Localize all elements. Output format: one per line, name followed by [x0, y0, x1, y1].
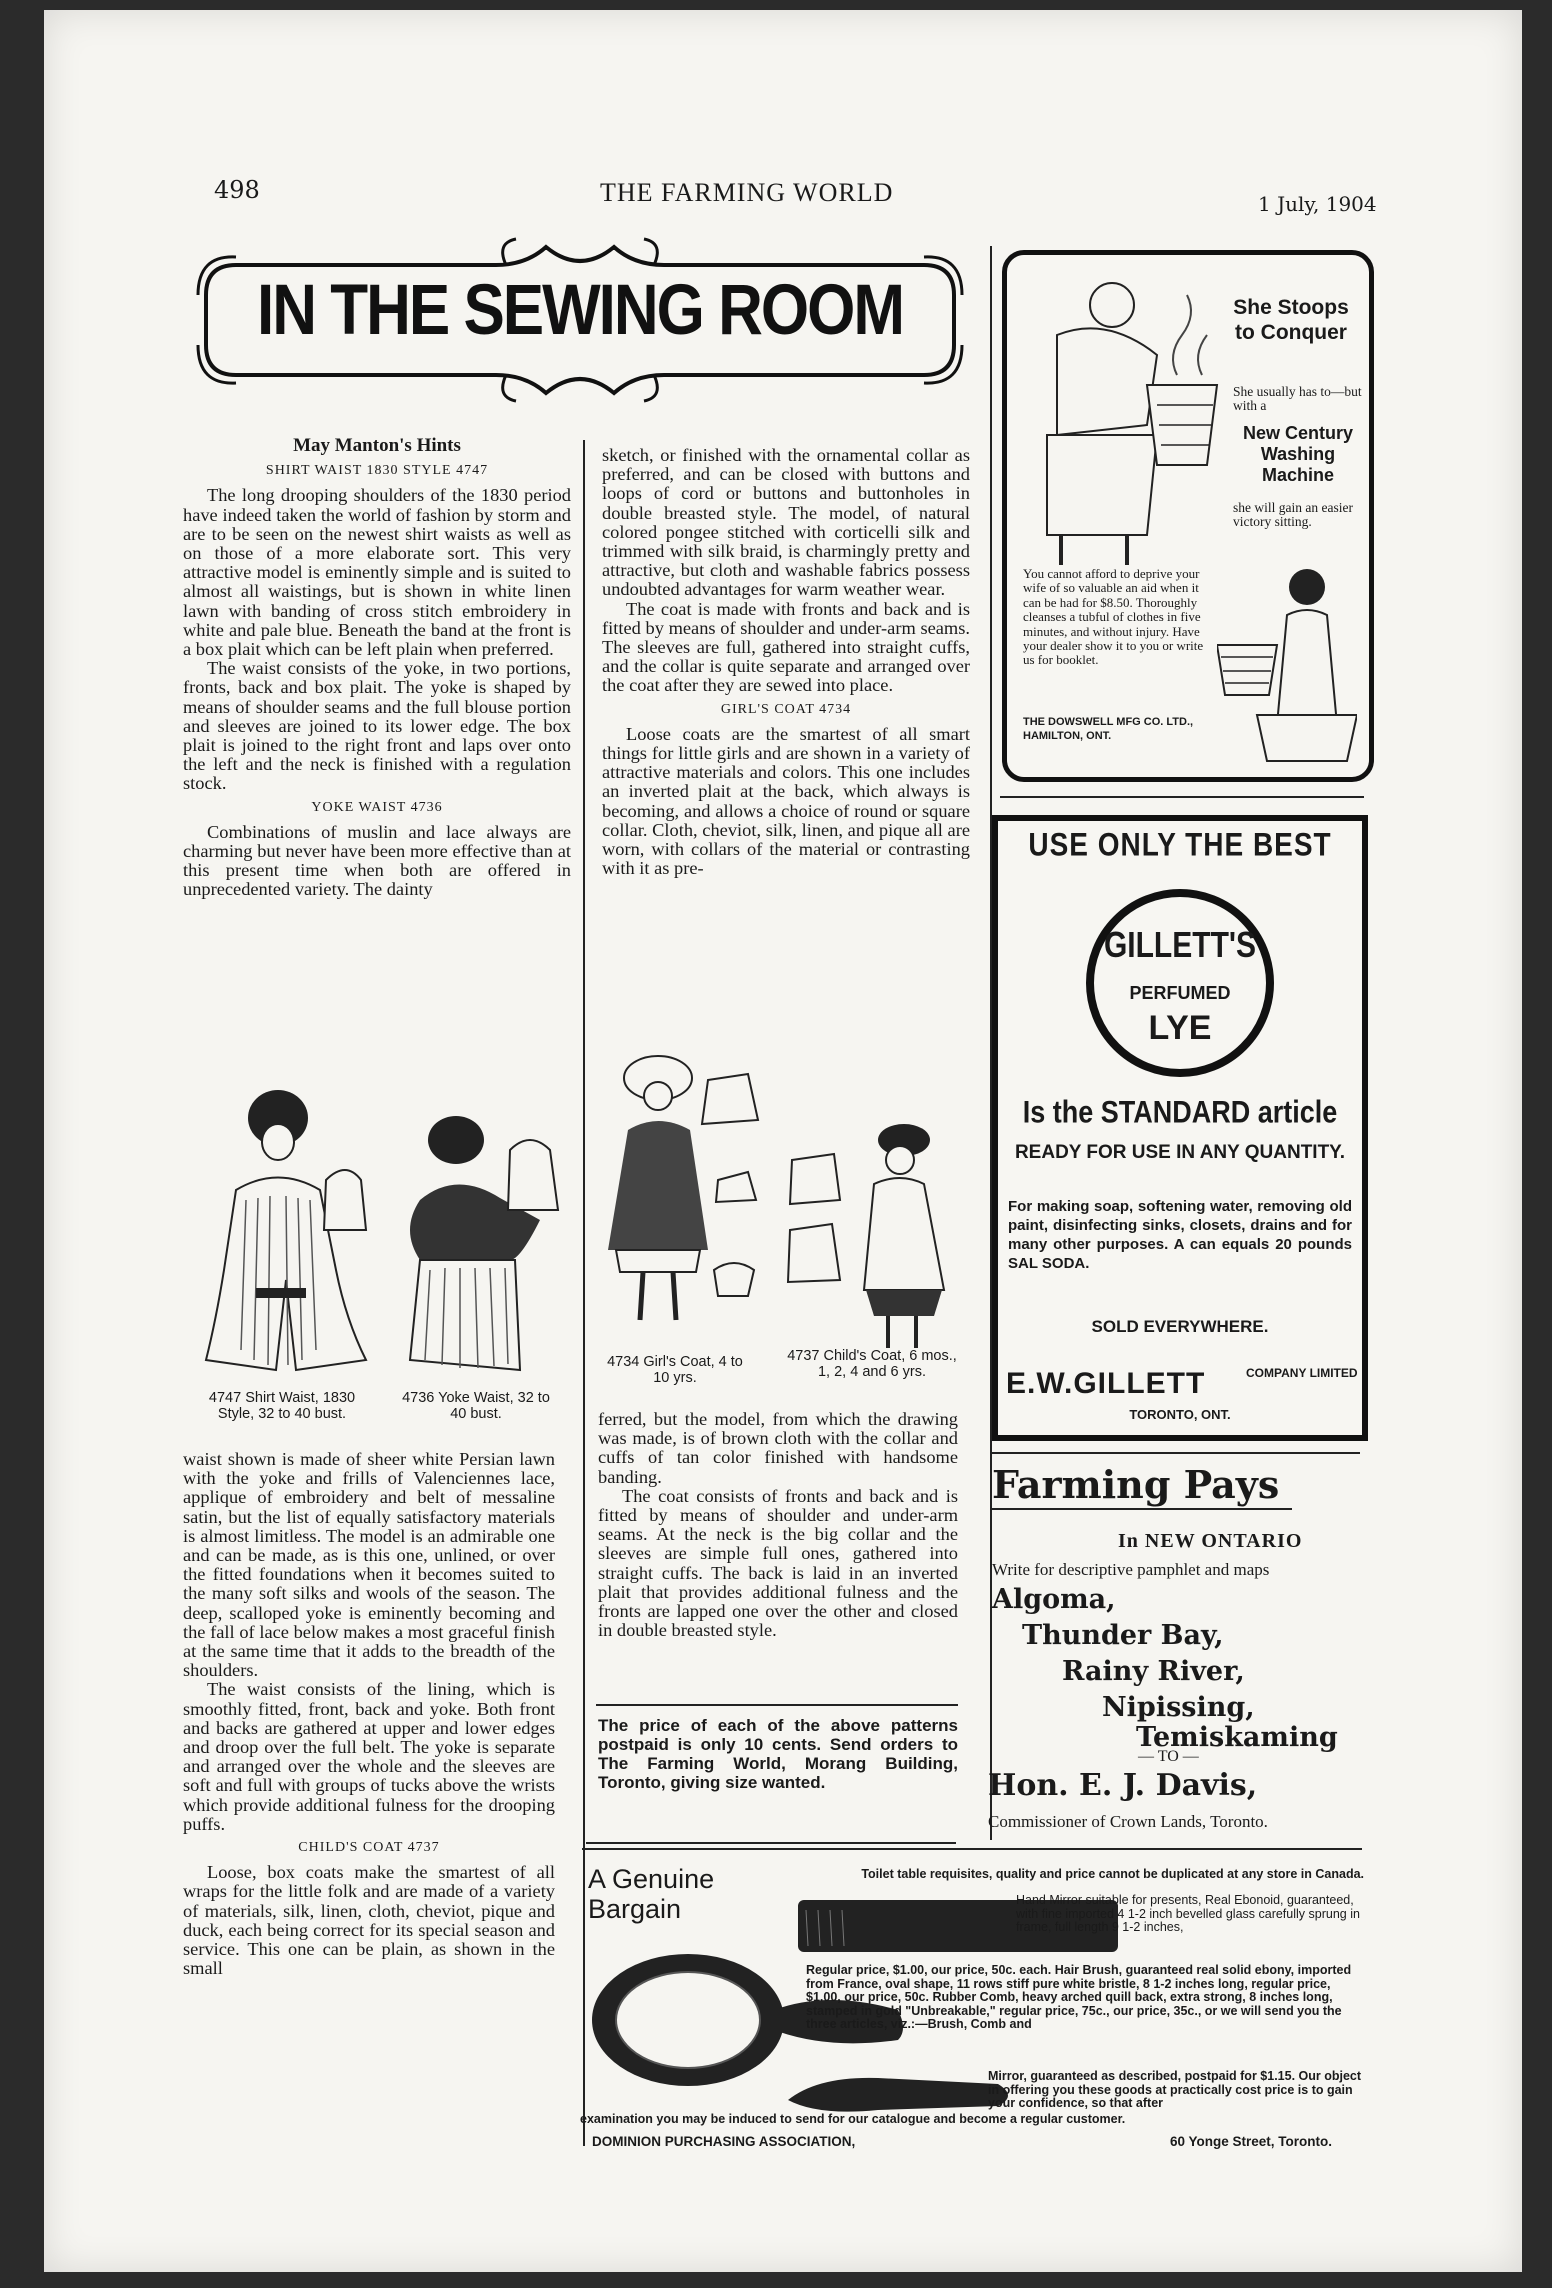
seal-descriptor: PERFUMED [1129, 983, 1231, 1003]
column-2-bottom [598, 1410, 958, 1640]
ad-subtext: She usually has to—but with a [1233, 384, 1362, 413]
ad-divider [582, 1848, 1362, 1850]
paragraph: waist shown is made of sheer white Persian lawn with the yoke and frills of Valenciennes lace, applique of embroidery and belt of messaline satin, but the list of equally satisfactory materials is almost limitless. The model is an admirable one and can be made, as is this one, unlined, or over the fitted foundations when it becomes suited to the many soft silks and wools of the season. The deep, scalloped yoke is eminently becoming and the fall of lace below makes a most graceful finish at the same time that it adds to the breadth of the shoulders. [183, 1449, 555, 1681]
paragraph: Loose, box coats make the smartest of all wraps for the little folk and are made of a variety of materials, silk, linen, cloth, cheviot, pique and duck, each being correct for its special season and service. This one can be plain, as shown in the small [183, 1862, 555, 1979]
ad-tagline: READY FOR USE IN ANY QUANTITY. [1014, 1142, 1346, 1163]
ad-intro: Toilet table requisites, quality and price cannot be duplicated at any store in Canada. [861, 1867, 1364, 1881]
ad-offer: Mirror, guaranteed as described, postpaid for $1.15. Our object in offering you these goods at practically cost price is to gain your confidence, so that after [988, 2069, 1362, 2110]
district-name: Temiskaming [1136, 1722, 1338, 1753]
price-box-rule-bottom [586, 1842, 956, 1844]
column-1-top [183, 436, 571, 900]
ad-mirror-desc: Hand Mirror suitable for presents, Real Ebonoid, guaranteed, with fine imported 4 1-2 inch bevelled glass carefully sprung in frame, full length 9 1-2 inches, [1016, 1893, 1360, 1934]
ad-address: 60 Yonge Street, Toronto. [1169, 2134, 1332, 2149]
gilletts-lye-ad [992, 815, 1368, 1441]
ad-instruction: Write for descriptive pamphlet and maps [992, 1560, 1270, 1579]
pattern-subheading: SHIRT WAIST 1830 STYLE 4747 [265, 463, 489, 479]
headline-underline [992, 1508, 1292, 1510]
washerwoman-illustration [1017, 275, 1237, 575]
ad-availability: SOLD EVERYWHERE. [1091, 1317, 1269, 1336]
pattern-subheading: GIRL'S COAT 4734 [720, 701, 852, 717]
figure-caption: 4747 Shirt Waist, 1830 Style, 32 to 40 bust. [208, 1390, 356, 1422]
washing-machine-ad [1002, 250, 1374, 782]
paragraph: The waist consists of the lining, which is smoothly fitted, front, back and yoke. Both front and backs are gathered at upper and lower edges and droop over the full belt. The yoke is separate and arranged over the whole and the sleeves are soft and full with groups of tucks above the wrists which provide additional fulness for the drooping puffs. [183, 1679, 555, 1834]
ad-company-suffix: COMPANY LIMITED [1246, 1366, 1358, 1380]
paragraph: The coat is made with fronts and back and is fitted by means of shoulder and under-arm seams. The sleeves are full, gathered into straight cuffs, and the collar is quite separate and arranged over the coat after they are sewed into place. [602, 598, 970, 696]
ad-divider [990, 1452, 1360, 1454]
publication-title: THE FARMING WORLD [600, 178, 894, 207]
banner-title: IN THE SEWING ROOM [257, 270, 903, 351]
ad-connector: — TO — [1138, 1748, 1199, 1765]
pattern-subheading: YOKE WAIST 4736 [311, 799, 443, 815]
ad-city: TORONTO, ONT. [1129, 1407, 1231, 1422]
column-1-bottom [183, 1450, 555, 1978]
ad-uses: For making soap, softening water, removing old paint, disinfecting sinks, closets, drains and for many other purposes. A can equals 20 pounds SAL SODA. [1008, 1198, 1352, 1272]
ad-company: THE DOWSWELL MFG CO. LTD., HAMILTON, ONT. [1023, 716, 1194, 742]
genuine-bargain-ad [578, 1860, 1364, 2160]
paragraph: The waist consists of the yoke, in two portions, fronts, back and box plait. The yoke is shaped by means of shoulder seams and the full blouse portion and sleeves are joined to its lower edge. The box plait is joined to the right front and laps over onto the left and the neck is finished with a regulation stock. [183, 658, 571, 794]
district-name: Nipissing, [1102, 1692, 1255, 1723]
ad-contact-name: Hon. E. J. Davis, [988, 1768, 1258, 1803]
ad-headline: USE ONLY THE BEST [1028, 826, 1332, 863]
shirt-waist-illustration [196, 1080, 376, 1380]
ad-subtext: she will gain an easier victory sitting. [1233, 500, 1353, 529]
paragraph: The coat consists of fronts and back and is fitted by means of shoulder and under-arm seams. At the neck is the big collar and the sleeves are simple full ones, gathered into straight cuffs. The back is laid in an inverted plait that provides additional fulness and the fronts are lapped one over the other and closed in double breasted style. [598, 1485, 958, 1641]
district-name: Thunder Bay, [1022, 1620, 1224, 1651]
figure-caption: 4734 Girl's Coat, 4 to 10 yrs. [607, 1354, 743, 1386]
ad-footer [592, 2134, 1362, 2149]
paragraph: Loose coats are the smartest of all smart things for little girls and are shown in a variety of attractive materials and colors. This one includes an inverted plait at the back, which always is becoming, and allows a choice of round or square collar. Cloth, cheviot, silk, linen, and pique all are worn, with collars of the material or contrasting with it as pre- [602, 723, 970, 879]
ad-closing: examination you may be induced to send for our catalogue and become a regular customer. [580, 2112, 1126, 2126]
page-number: 498 [214, 176, 260, 204]
yoke-waist-illustration [390, 1110, 566, 1380]
pattern-subheading: CHILD'S COAT 4737 [298, 1840, 440, 1856]
ad-company: E.W.GILLETT [1006, 1367, 1206, 1400]
seal-brand: GILLETT'S [1103, 925, 1257, 966]
ad-region: In NEW ONTARIO [1118, 1530, 1303, 1552]
issue-date: 1 July, 1904 [1258, 192, 1377, 216]
lye-seal-logo [1086, 889, 1274, 1077]
ad-headline: She Stoops to Conquer [1233, 296, 1349, 344]
girls-coat-illustration [598, 1050, 778, 1350]
district-name: Rainy River, [1062, 1656, 1245, 1687]
figure-caption: 4736 Yoke Waist, 32 to 40 bust. [402, 1390, 550, 1422]
column-2-top [602, 446, 970, 878]
ad-company: DOMINION PURCHASING ASSOCIATION, [592, 2134, 856, 2149]
ad-prices: Regular price, $1.00, our price, 50c. each. Hair Brush, guaranteed real solid ebony, imported from France, oval shape, 11 rows stiff pure white bristle, 8 1-2 inches long, regular price, $1.00, our price, 50c. Rubber Comb, heavy arched quill back, extra strong, 8 inches long, stamped in gold "Unbreakable," regular price, 75c., our price, 35c., or we will send you the three articles, viz.:—Brush, Comb and [806, 1963, 1352, 2031]
article-heading: May Manton's Hints [293, 435, 461, 456]
ad-product-name: New Century Washing Machine [1242, 423, 1354, 485]
paragraph: The long drooping shoulders of the 1830 period have indeed taken the world of fashion by storm and are to be seen on the newest shirt waists as well as on those of a more elaborate sort. This very attractive model is eminently simple and is suited to almost all waistings, but is shown in white linen lawn with banding of cross stitch embroidery in white and pale blue. Beneath the band at the front is a box plait which can be left plain when preferred. [183, 485, 571, 660]
seated-woman-illustration [1217, 565, 1357, 765]
ad-contact-title: Commissioner of Crown Lands, Toronto. [988, 1812, 1268, 1831]
ad-claim: Is the STANDARD article [1022, 1094, 1338, 1130]
section-banner [196, 235, 964, 405]
paragraph: Combinations of muslin and lace always are charming but never have been more effective than at this present time when both are offered in unprecedented variety. The dainty [183, 821, 571, 900]
childs-coat-illustration [784, 1120, 964, 1350]
ad-body: You cannot afford to deprive your wife of so valuable an aid when it can be had for $8.50. Thoroughly cleanses a tubful of clothes in five minutes, and without injury. Have your dealer show it to you or write us for booklet. [1023, 566, 1204, 668]
pattern-price-notice: The price of each of the above patterns postpaid is only 10 cents. Send orders to The Farming World, Morang Building, Toronto, giving size wanted. [598, 1716, 958, 1792]
district-name: Algoma, [992, 1584, 1116, 1615]
ad-divider [1000, 796, 1364, 798]
paragraph: ferred, but the model, from which the drawing was made, is of brown cloth with the collar and cuffs of tan color finished with handsome banding. [598, 1409, 958, 1487]
farming-pays-ad [988, 1460, 1358, 1840]
paragraph: sketch, or finished with the ornamental collar as preferred, and can be closed with buttons and loops of cord or buttons and buttonholes in double breasted style. The model, of natural colored pongee stitched with corticelli silk and trimmed with silk braid, is charmingly pretty and attractive, but cloth and washable fabrics possess undoubted advantages for warm weather wear. [602, 445, 970, 600]
ad-headline: Farming Pays [992, 1462, 1280, 1507]
price-box-rule [596, 1704, 958, 1706]
seal-product: LYE [1148, 1009, 1212, 1047]
figure-caption: 4737 Child's Coat, 6 mos., 1, 2, 4 and 6 yrs. [787, 1348, 957, 1380]
headline-text: A Genuine Bargain [588, 1864, 715, 1924]
